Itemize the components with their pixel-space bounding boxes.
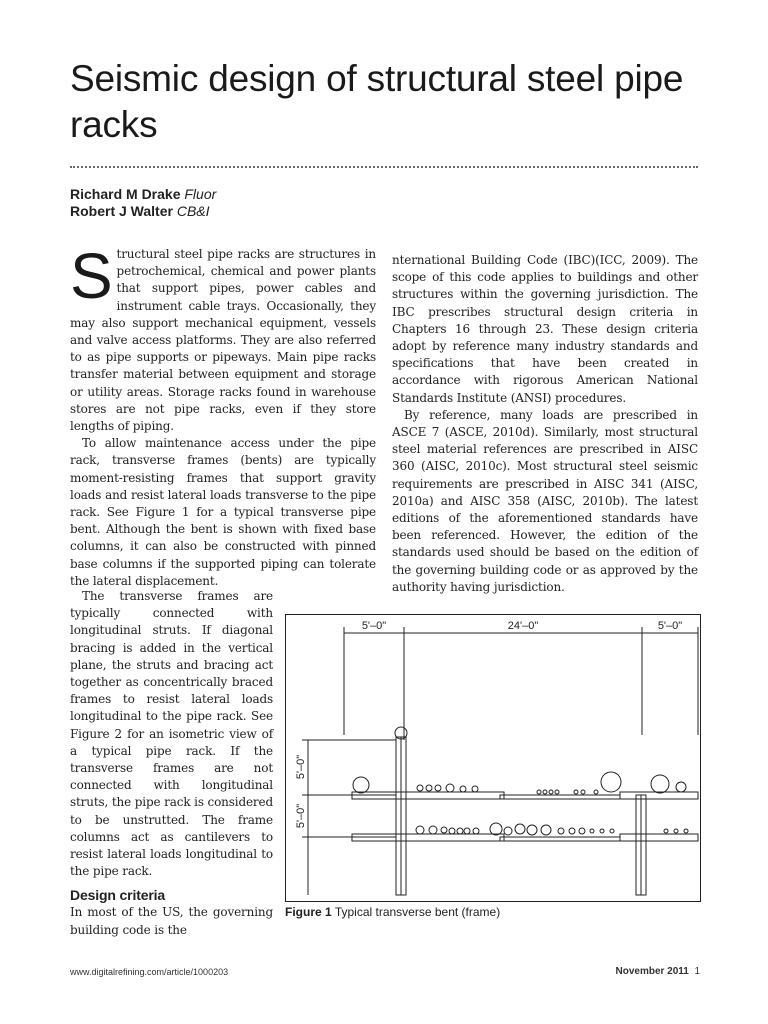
footer-date: November 2011 [615,966,689,977]
paragraph: In most of the US, the governing building code is the [70,905,273,937]
author-affiliation: Fluor [184,186,217,202]
author-name: Richard M Drake [70,186,181,202]
footer-date-page [615,966,700,977]
figure-caption [285,905,500,919]
dimension-label-right: 5'–0" [657,620,683,632]
footer-url: www.digitalrefining.com/article/1000203 [70,967,229,977]
title-divider [70,166,698,168]
drop-cap: S [70,240,113,312]
figure-label: Figure 1 [285,905,332,919]
dimension-label-left: 5'–0" [361,620,387,632]
right-column [392,252,698,596]
section-heading: Design criteria [70,887,166,904]
paragraph: nternational Building Code (IBC)(ICC, 2009). The scope of this code applies to buildings and other structures within the governing jurisdiction. The IBC prescribes structural design criteria in Chapters 16 through 23. These design criteria adopt by reference many industry standards and specifications that have been created in accordance with rigorous American National Standards Institute (ANSI) procedures. [392,253,698,405]
left-column-top [70,240,376,590]
author-name: Robert J Walter [70,203,173,219]
page-number: 1 [694,966,700,977]
author-2 [70,203,216,220]
left-column-bottom [70,588,273,939]
paragraph: The transverse frames are typically connected with longitudinal struts. If diagonal bracing is added in the vertical plane, the struts and bracing act together as concentrically braced frames to resist lateral loads longitudinal to the pipe rack. See Figure 2 for an isometric view of a typical pipe rack. If the transverse frames are not connected with longitudinal struts, the pipe rack is considered to be unstrutted. The frame columns act as cantilevers to resist lateral loads longitudinal to the pipe rack. [70,589,273,879]
dimension-label-upper: 5'–0" [295,754,307,780]
paragraph: Structural steel pipe racks are structures in petrochemical, chemical and power plants that support pipes, power cables and instrument cable trays. Occasionally, they may also support mechanical equipment, vessels and valve access platforms. They are also referred to as pipe supports or pipeways. Main pipe racks transfer material between equipment and storage or utility areas. Storage racks found in warehouse stores are not pipe racks, even if they store lengths of piping. [70,240,376,434]
author-1 [70,186,216,203]
dimension-label-center: 24'–0" [507,620,539,632]
author-affiliation: CB&I [176,203,210,219]
paragraph: To allow maintenance access under the pipe rack, transverse frames (bents) are typically moment-resisting frames that support gravity loads and resist lateral loads transverse to the pipe rack. See Figure 1 for a typical transverse pipe bent. Although the bent is shown with fixed base columns, it can also be constructed with pinned base columns if the supported piping can tolerate the lateral displacement. [70,436,376,588]
dimension-label-lower: 5'–0" [295,803,307,829]
figure-caption-text: Typical transverse bent (frame) [334,905,501,919]
article-title: Seismic design of structural steel pipe racks [70,58,684,145]
author-list [70,186,216,220]
figure-1 [285,614,701,902]
paragraph: By reference, many loads are prescribed in ASCE 7 (ASCE, 2010d). Similarly, most structural steel material references are prescribed in AISC 360 (AISC, 2010c). Most structural steel seismic requirements are prescribed in AISC 341 (AISC, 2010a) and AISC 358 (AISC, 2010b). The latest editions of the aforementioned standards have been referenced. However, the edition of the standards used should be based on the edition of the governing building code or as approved by the authority having jurisdiction. [392,407,698,594]
pipe-bent-drawing [286,615,700,901]
